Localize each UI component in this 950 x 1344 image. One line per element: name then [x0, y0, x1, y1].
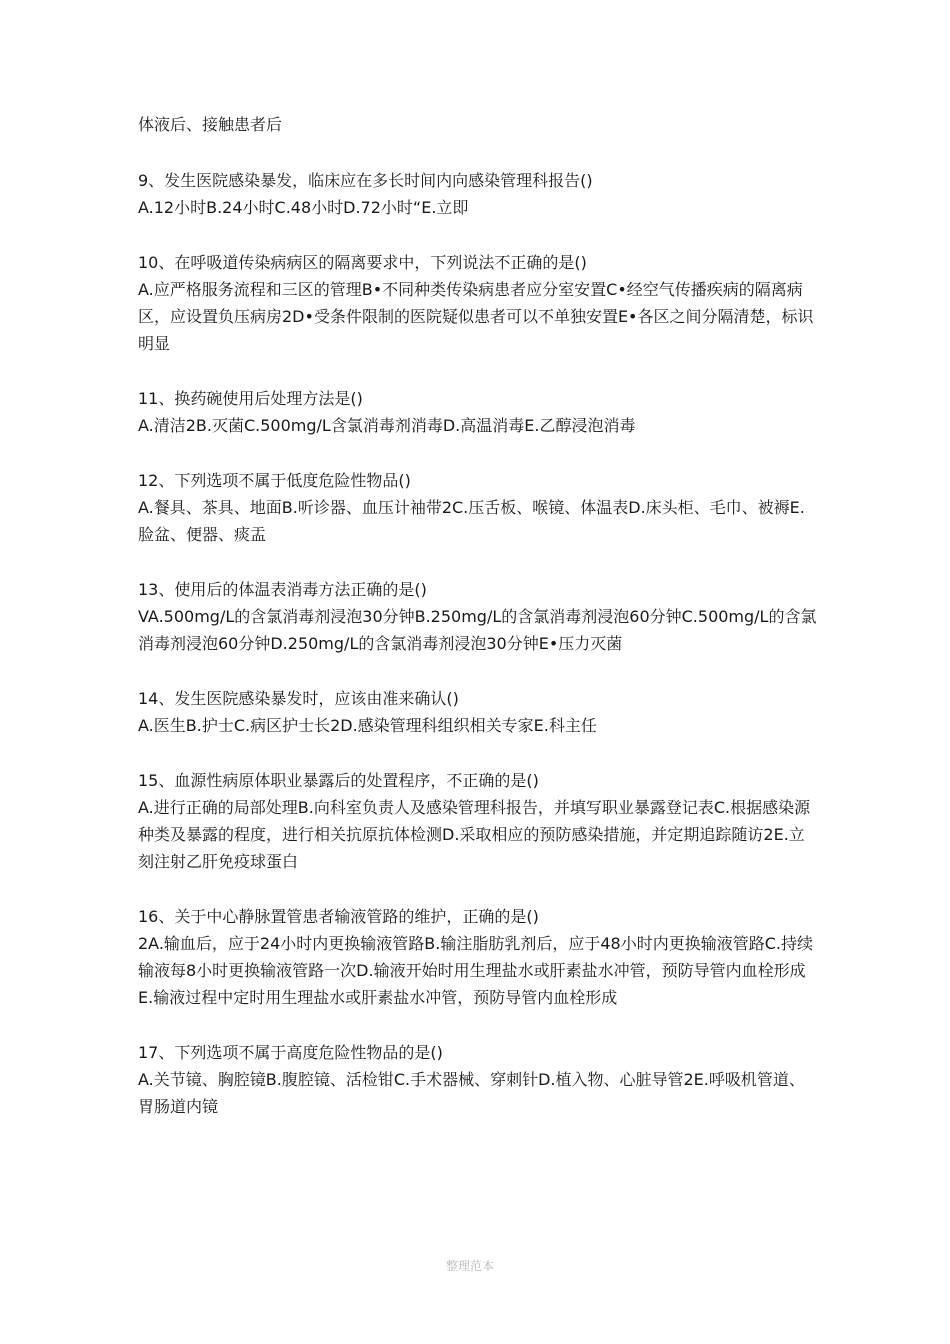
question-11	[138, 385, 818, 439]
question-options: 2A.输血后，应于24小时内更换输液管路B.输注脂肪乳剂后，应于48小时内更换输液管路C.持续输液每8小时更换输液管路一次D.输液开始时用生理盐水或肝素盐水冲管，预防导管内血栓形成E.输液过程中定时用生理盐水或肝素盐水冲管，预防导管内血栓形成	[138, 934, 813, 1007]
page-footer-watermark: 整理范本	[445, 1259, 494, 1273]
question-stem: 15、血源性病原体职业暴露后的处置程序，不正确的是()	[138, 771, 539, 790]
question-stem: 11、换药碗使用后处理方法是()	[138, 389, 363, 408]
question-17	[138, 1039, 818, 1120]
lead-text: 体液后、接触患者后	[138, 115, 283, 134]
question-stem: 10、在呼吸道传染病病区的隔离要求中，下列说法不正确的是()	[138, 253, 587, 272]
document-body	[138, 112, 818, 1148]
question-options: A.12小时B.24小时C.48小时D.72小时“E.立即	[138, 198, 469, 217]
question-stem: 16、关于中心静脉置管患者输液管路的维护，正确的是()	[138, 907, 539, 926]
question-14	[138, 685, 818, 739]
question-options: A.餐具、茶具、地面B.听诊器、血压计袖带2C.压舌板、喉镜、体温表D.床头柜、毛巾、被褥E.脸盆、便器、痰盂	[138, 498, 805, 544]
question-options: A.进行正确的局部处理B.向科室负责人及感染管理科报告，并填写职业暴露登记表C.根据感染源种类及暴露的程度，进行相关抗原抗体检测D.采取相应的预防感染措施，并定期追踪随访2E.立刻注射乙肝免疫球蛋白	[138, 798, 811, 871]
question-options: VA.500mg/L的含氯消毒剂浸泡30分钟B.250mg/L的含氯消毒剂浸泡60分钟C.500mg/L的含氯消毒剂浸泡60分钟D.250mg/L的含氯消毒剂浸泡30分钟E•压力灭菌	[138, 607, 817, 653]
question-15	[138, 767, 818, 875]
question-10	[138, 249, 818, 357]
question-options: A.关节镜、胸腔镜B.腹腔镜、活检钳C.手术器械、穿刺针D.植入物、心脏导管2E.呼吸机管道、胃肠道内镜	[138, 1070, 805, 1116]
question-9	[138, 167, 818, 221]
question-stem: 13、使用后的体温表消毒方法正确的是()	[138, 580, 427, 599]
question-stem: 9、发生医院感染暴发，临床应在多长时间内向感染管理科报告()	[138, 171, 593, 190]
question-stem: 12、下列选项不属于低度危险性物品()	[138, 471, 411, 490]
question-options: A.应严格服务流程和三区的管理B•不同种类传染病患者应分室安置C•经空气传播疾病的隔离病区，应设置负压病房2D•受条件限制的医院疑似患者可以不单独安置E•各区之间分隔清楚，标识明显	[138, 280, 814, 353]
question-16	[138, 903, 818, 1011]
question-stem: 14、发生医院感染暴发时，应该由准来确认()	[138, 689, 459, 708]
question-12	[138, 467, 818, 548]
question-stem: 17、下列选项不属于高度危险性物品的是()	[138, 1043, 443, 1062]
question-options: A.医生B.护士C.病区护士长2D.感染管理科组织相关专家E.科主任	[138, 716, 597, 735]
question-options: A.清洁2B.灭菌C.500mg/L含氯消毒剂消毒D.高温消毒E.乙醇浸泡消毒	[138, 416, 636, 435]
question-13	[138, 576, 818, 657]
